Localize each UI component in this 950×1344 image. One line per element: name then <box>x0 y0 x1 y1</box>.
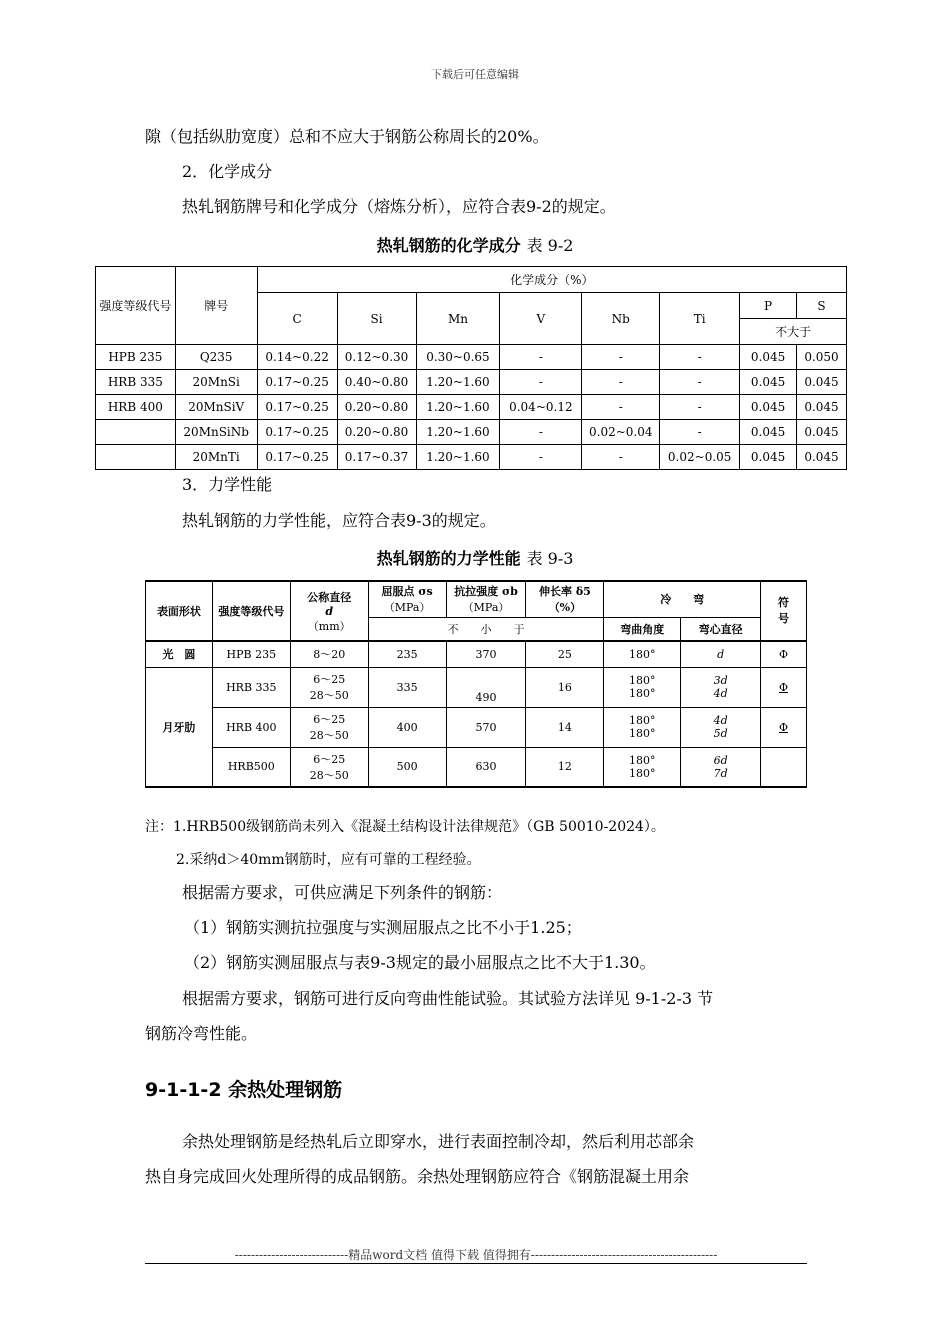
header-cold-bend: 冷 弯 <box>604 581 761 617</box>
header-p: P <box>740 293 797 319</box>
cell-angle-1: 180° <box>629 753 656 767</box>
cell-core <box>681 707 761 747</box>
cell-core-1: 3d <box>713 674 728 687</box>
table-cell: - <box>500 420 582 445</box>
cell-tensile: 370 <box>446 641 526 667</box>
cell-yield: 400 <box>368 707 446 747</box>
header-ti: Ti <box>660 293 740 345</box>
cell-diameter-1: 6～25 <box>313 752 346 766</box>
table-cell: 0.045 <box>797 370 847 395</box>
cell-symbol: Φ <box>761 667 807 707</box>
cell-diameter <box>290 667 368 707</box>
cell-diameter-1: 6～25 <box>313 673 346 686</box>
table-cell: HRB 335 <box>96 370 176 395</box>
table-cell: 0.045 <box>797 420 847 445</box>
note-2: 2.采纳d＞40mm钢筋时，应有可靠的工程经验。 <box>176 852 481 868</box>
cell-symbol <box>761 747 807 787</box>
header-elongation <box>526 581 604 617</box>
section-heading: 2．化学成分 <box>182 162 273 181</box>
cell-elongation: 12 <box>526 747 604 787</box>
cell-core: d <box>681 641 761 667</box>
table-cell: 0.045 <box>740 370 797 395</box>
header-yield-line2: （MPa） <box>383 601 431 615</box>
cell-diameter <box>290 707 368 747</box>
table-cell: - <box>582 345 660 370</box>
table-row <box>96 420 847 445</box>
header-nb: Nb <box>582 293 660 345</box>
header-grade-text: 强度等级代号 <box>218 605 285 618</box>
paragraph: 热轧钢筋的力学性能，应符合表9-3的规定。 <box>182 511 496 530</box>
header-brand: 牌号 <box>175 267 257 345</box>
table-cell: 1.20~1.60 <box>416 445 500 470</box>
cell-diameter <box>290 747 368 787</box>
table-cell: 0.045 <box>740 345 797 370</box>
cell-core-1: 4d <box>713 714 728 727</box>
header-yield-line1: 屈服点 σs <box>381 585 433 599</box>
cell-symbol: Φ <box>761 641 807 667</box>
table-row <box>96 445 847 470</box>
cell-diameter-1: 6～25 <box>313 713 346 726</box>
table-cell: 20MnSiNb <box>175 420 257 445</box>
table-cell: - <box>660 395 740 420</box>
header-min: 不 小 于 <box>368 617 604 641</box>
cell-core <box>681 667 761 707</box>
shape-rib: 月牙肋 <box>146 667 213 787</box>
table-cell: 20MnSiV <box>175 395 257 420</box>
paragraph: 热自身完成回火处理所得的成品钢筋。余热处理钢筋应符合《钢筋混凝土用余 <box>145 1167 690 1186</box>
cell-elongation: 14 <box>526 707 604 747</box>
table-cell: - <box>582 370 660 395</box>
cell-diameter-2: 28～50 <box>309 689 349 702</box>
cell-grade: HPB 235 <box>212 641 290 667</box>
cell-angle-1: 180° <box>629 674 656 687</box>
cell-core <box>681 747 761 787</box>
cell-yield: 500 <box>368 747 446 787</box>
header-si: Si <box>337 293 416 345</box>
table-cell: 0.17~0.37 <box>337 445 416 470</box>
table-cell: 0.04~0.12 <box>500 395 582 420</box>
cell-tensile: 490 <box>446 667 526 707</box>
table-cell: Q235 <box>175 345 257 370</box>
header-c: C <box>257 293 337 345</box>
table-number: 表 9-2 <box>526 236 574 255</box>
table-cell: HPB 235 <box>96 345 176 370</box>
table-cell: 0.30~0.65 <box>416 345 500 370</box>
table-cell: 0.045 <box>740 395 797 420</box>
section-heading: 3．力学性能 <box>182 475 273 494</box>
table-cell: - <box>660 370 740 395</box>
cell-diameter: 8～20 <box>290 641 368 667</box>
table-cell: 0.045 <box>740 420 797 445</box>
cell-angle <box>604 667 681 707</box>
table-cell: - <box>500 445 582 470</box>
header-diameter <box>290 581 368 641</box>
table-title <box>0 546 950 569</box>
table-cell <box>96 445 176 470</box>
table-cell: 0.20~0.80 <box>337 420 416 445</box>
cell-core-2: 7d <box>713 766 728 780</box>
table-row <box>96 370 847 395</box>
header-shape: 表面形状 <box>146 581 213 641</box>
header-chem: 化学成分（%） <box>257 267 846 293</box>
cell-angle: 180° <box>604 641 681 667</box>
header-v: V <box>500 293 582 345</box>
cell-angle-2: 180° <box>629 766 656 780</box>
table-cell: 0.17~0.25 <box>257 395 337 420</box>
header-yield <box>368 581 446 617</box>
table-cell: - <box>660 420 740 445</box>
header-diameter-line1: 公称直径 <box>307 590 352 604</box>
page-header: 下载后可任意编辑 <box>431 68 519 81</box>
table-cell: - <box>500 345 582 370</box>
cell-symbol: Φ <box>761 707 807 747</box>
table-cell: 20MnTi <box>175 445 257 470</box>
table-cell: 1.20~1.60 <box>416 395 500 420</box>
header-symbol <box>761 581 807 641</box>
cell-grade: HRB 400 <box>212 707 290 747</box>
shape-round: 光 圆 <box>146 641 213 667</box>
table-cell: 0.045 <box>740 445 797 470</box>
cell-grade: HRB 335 <box>212 667 290 707</box>
table-cell: 0.050 <box>797 345 847 370</box>
header-grade: 强度等级代号 <box>96 267 176 345</box>
cell-elongation: 16 <box>526 667 604 707</box>
cell-yield: 235 <box>368 641 446 667</box>
header-elongation-line1: 伸长率 δ5 <box>539 585 591 599</box>
cell-elongation: 25 <box>526 641 604 667</box>
table-cell: 0.17~0.25 <box>257 370 337 395</box>
cell-yield: 335 <box>368 667 446 707</box>
paragraph: 钢筋冷弯性能。 <box>145 1024 258 1043</box>
header-angle: 弯曲角度 <box>604 617 681 641</box>
paragraph: 热轧钢筋牌号和化学成分（熔炼分析），应符合表9-2的规定。 <box>182 197 616 216</box>
header-mn: Mn <box>416 293 500 345</box>
table-number: 表 9-3 <box>526 549 574 568</box>
table-cell: - <box>582 445 660 470</box>
cell-core-2: 5d <box>713 727 728 740</box>
cell-angle <box>604 747 681 787</box>
cell-grade: HRB500 <box>212 747 290 787</box>
paragraph: 根据需方要求，可供应满足下列条件的钢筋： <box>182 883 503 902</box>
cell-core-1: 6d <box>713 753 728 767</box>
header-grade <box>212 581 290 641</box>
table-cell: 0.40~0.80 <box>337 370 416 395</box>
cell-angle-1: 180° <box>629 714 656 727</box>
cell-diameter-2: 28～50 <box>309 729 349 742</box>
header-tensile-line1: 抗拉强度 σb <box>454 585 518 599</box>
table-row <box>96 345 847 370</box>
header-core: 弯心直径 <box>681 617 761 641</box>
paragraph: 根据需方要求，钢筋可进行反向弯曲性能试验。其试验方法详见 9-1-2-3 节 <box>182 989 714 1008</box>
chemical-composition-table <box>95 266 847 470</box>
header-tensile-line2: （MPa） <box>462 601 510 615</box>
paragraph: 隙（包括纵肋宽度）总和不应大于钢筋公称周长的20%。 <box>145 127 549 146</box>
table-cell: 0.02~0.04 <box>582 420 660 445</box>
cell-angle-2: 180° <box>629 687 656 700</box>
section-title: 9-1-1-2 余热处理钢筋 <box>145 1079 343 1101</box>
table-cell: 0.02~0.05 <box>660 445 740 470</box>
footer-divider <box>145 1263 807 1264</box>
header-tensile <box>446 581 526 617</box>
list-item: （1）钢筋实测抗拉强度与实测屈服点之比不小于1.25； <box>184 918 582 937</box>
table-cell <box>96 420 176 445</box>
cell-core-2: 4d <box>713 687 728 700</box>
cell-angle-2: 180° <box>629 727 656 740</box>
table-cell: - <box>500 370 582 395</box>
table-cell: 0.14~0.22 <box>257 345 337 370</box>
cell-diameter-2: 28～50 <box>309 768 349 782</box>
table-cell: 0.12~0.30 <box>337 345 416 370</box>
header-diameter-line3: （mm） <box>307 619 351 633</box>
header-diameter-line2: d <box>325 604 334 618</box>
table-title-text: 热轧钢筋的化学成分 <box>376 236 521 255</box>
paragraph: 余热处理钢筋是经热轧后立即穿水，进行表面控制冷却，然后利用芯部余 <box>182 1132 695 1151</box>
header-s: S <box>797 293 847 319</box>
cell-tensile: 570 <box>446 707 526 747</box>
header-elongation-line2: （%） <box>548 601 582 615</box>
table-cell: 1.20~1.60 <box>416 370 500 395</box>
table-cell: 0.045 <box>797 395 847 420</box>
table-cell: 0.045 <box>797 445 847 470</box>
table-cell: 0.17~0.25 <box>257 420 337 445</box>
table-title-text: 热轧钢筋的力学性能 <box>376 549 521 568</box>
table-cell: - <box>660 345 740 370</box>
header-max: 不大于 <box>740 319 847 345</box>
table-cell: 20MnSi <box>175 370 257 395</box>
cell-tensile: 630 <box>446 747 526 787</box>
table-cell: HRB 400 <box>96 395 176 420</box>
mechanical-properties-table <box>145 580 807 788</box>
table-cell: - <box>582 395 660 420</box>
table-cell: 0.17~0.25 <box>257 445 337 470</box>
page-footer: ----------------------------精品word文档 值得下载 值得拥有---------------------------------------------- <box>234 1248 718 1262</box>
table-cell: 1.20~1.60 <box>416 420 500 445</box>
cell-angle <box>604 707 681 747</box>
header-symbol-text: 符号 <box>778 596 790 625</box>
table-row <box>96 395 847 420</box>
table-title <box>0 233 950 256</box>
note-1: 注：1.HRB500级钢筋尚未列入《混凝土结构设计法律规范》（GB 50010-2024）。 <box>145 819 665 835</box>
list-item: （2）钢筋实测屈服点与表9-3规定的最小屈服点之比不大于1.30。 <box>184 953 656 972</box>
table-cell: 0.20~0.80 <box>337 395 416 420</box>
